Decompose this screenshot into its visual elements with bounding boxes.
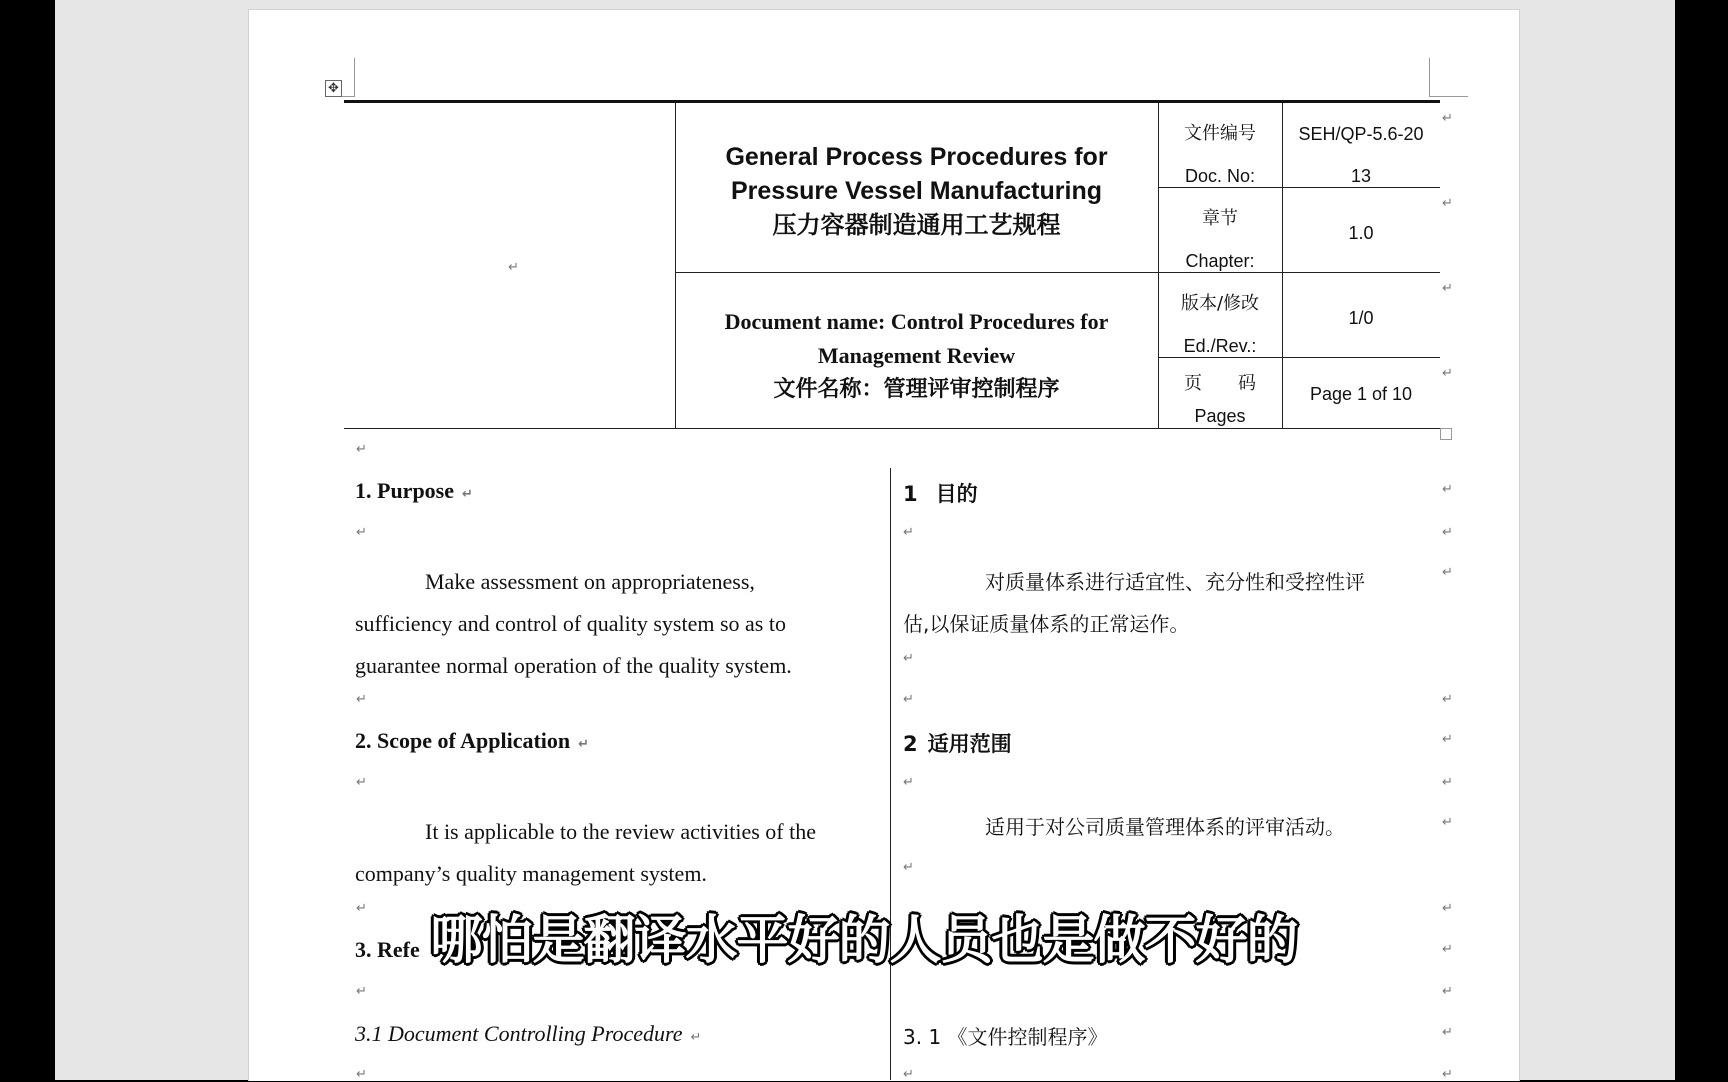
- doc-no-value: SEH/QP-5.6-20 13: [1298, 124, 1424, 186]
- row-end-mark: ↵: [1442, 942, 1453, 957]
- doc-name-en-line2: Management Review: [817, 343, 1016, 368]
- paragraph-mark: ↵: [356, 1067, 367, 1082]
- doc-title-en-line2: Pressure Vessel Manufacturing: [731, 177, 1102, 205]
- header-table: [344, 100, 1440, 429]
- doc-name-cell: [675, 305, 1158, 407]
- paragraph-mark: ↵: [356, 442, 367, 457]
- row-end-mark: ↵: [1442, 775, 1453, 790]
- paragraph-mark: ↵: [903, 860, 914, 875]
- pages-label: 页 码 Pages: [1184, 373, 1256, 426]
- row-end-mark: ↵: [1442, 281, 1453, 296]
- purpose-text-cn: 对质量体系进行适宜性、充分性和受控性评 估,以保证质量体系的正常运作。: [903, 570, 1365, 636]
- doc-title-en-line1: General Process Procedures for: [725, 143, 1108, 171]
- crop-mark-top-right: [1429, 58, 1468, 97]
- row-end-mark: ↵: [1442, 111, 1453, 126]
- ref-item-cn: 3. 1 《文件控制程序》: [903, 1025, 1108, 1049]
- doc-no-label: 文件编号 Doc. No:: [1184, 123, 1256, 186]
- row-end-mark: ↵: [1442, 732, 1453, 747]
- chapter-value: 1.0: [1348, 223, 1374, 243]
- table-resize-handle[interactable]: [1440, 428, 1452, 440]
- chapter-label: 章节 Chapter:: [1185, 208, 1255, 271]
- paragraph-mark: ↵: [903, 651, 914, 666]
- paragraph-mark: ↵: [356, 692, 367, 707]
- paragraph-mark: ↵: [903, 692, 914, 707]
- row-end-mark: ↵: [1442, 901, 1453, 916]
- paragraph-mark: ↵: [356, 984, 367, 999]
- doc-title-cn: 压力容器制造通用工艺规程: [772, 211, 1061, 239]
- doc-name-cn: 文件名称：管理评审控制程序: [773, 377, 1060, 402]
- table-divider: [675, 272, 1440, 273]
- purpose-heading-cn: 1 目的: [903, 482, 978, 506]
- row-end-mark: ↵: [1442, 565, 1453, 580]
- paragraph-mark: ↵: [356, 901, 367, 916]
- scope-text-en: It is applicable to the review activities of the company’s quality management system.: [355, 819, 816, 886]
- paragraph-mark: ↵: [903, 525, 914, 540]
- row-end-mark: ↵: [1442, 366, 1453, 381]
- doc-name-en-line1: Document name: Control Procedures for: [724, 309, 1109, 334]
- column-divider: [890, 468, 891, 1080]
- paragraph-mark: ↵: [356, 775, 367, 790]
- edition-value: 1/0: [1348, 308, 1374, 328]
- pages-value: Page 1 of 10: [1309, 384, 1413, 404]
- row-end-mark: ↵: [1442, 984, 1453, 999]
- video-subtitle: 哪怕是翻译水平好的人员也是做不好的: [430, 911, 1298, 971]
- paragraph-mark: ↵: [903, 775, 914, 790]
- ref-heading-en: 3. Refe: [355, 937, 420, 962]
- row-end-mark: ↵: [1442, 1067, 1453, 1082]
- row-end-mark: ↵: [1442, 482, 1453, 497]
- paragraph-mark: ↵: [903, 1067, 914, 1082]
- row-end-mark: ↵: [1442, 692, 1453, 707]
- scope-heading-en: 2. Scope of Application ↵: [355, 728, 590, 753]
- paragraph-mark: ↵: [356, 525, 367, 540]
- row-end-mark: ↵: [1442, 196, 1453, 211]
- purpose-heading-en: 1. Purpose ↵: [355, 478, 473, 503]
- edition-label: 版本/修改 Ed./Rev.:: [1180, 293, 1260, 356]
- scope-heading-cn: 2 适用范围: [903, 732, 1012, 756]
- row-end-mark: ↵: [1442, 1025, 1453, 1040]
- doc-title-cell: [675, 140, 1158, 242]
- row-end-mark: ↵: [1442, 815, 1453, 830]
- scope-text-cn: 适用于对公司质量管理体系的评审活动。: [985, 815, 1345, 839]
- move-handle-icon[interactable]: ✥: [325, 80, 342, 97]
- ref-item-en: 3.1 Document Controlling Procedure ↵: [355, 1021, 702, 1046]
- paragraph-mark: ↵: [508, 260, 519, 275]
- purpose-text-en: Make assessment on appropriateness, sufficiency and control of quality system so as to guarantee normal operation of the quality system.: [355, 569, 792, 678]
- row-end-mark: ↵: [1442, 525, 1453, 540]
